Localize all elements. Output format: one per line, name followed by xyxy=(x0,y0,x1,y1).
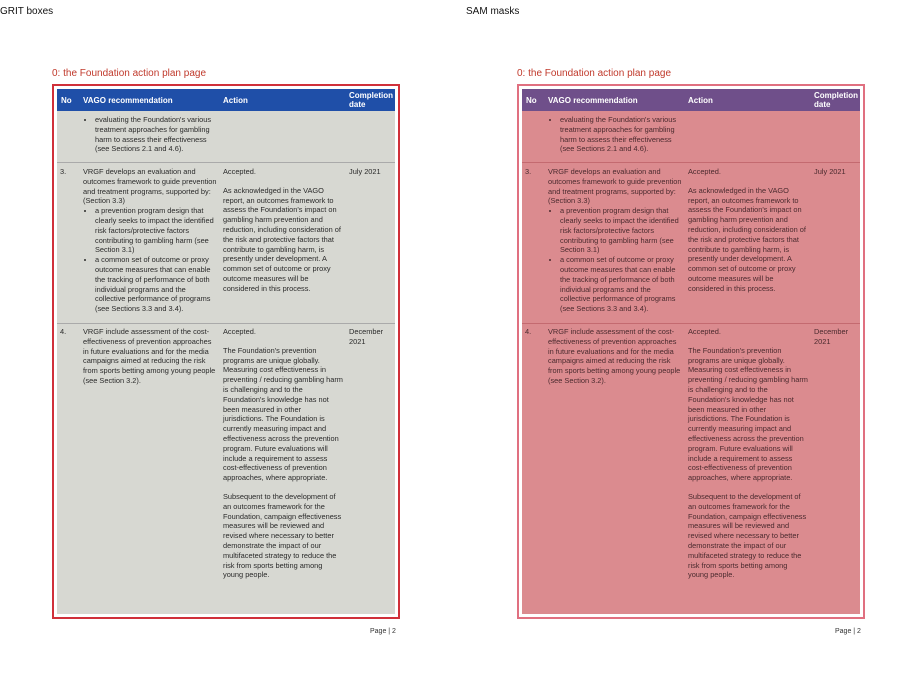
row0-bullet: • evaluating the Foundation's various treatment approaches for gambling harm to assess their effectiveness (see Sections 2.1 and 4.6). xyxy=(95,115,217,154)
row3-recommendation xyxy=(83,167,217,314)
sam-box-caption: 0: the Foundation action plan page xyxy=(517,68,672,79)
row3-action-text: As acknowledged in the VAGO report, an outcomes framework to assess the Foundation's impact on gambling harm prevention and reduction, including consideration of the risk and protective factors that contribute to gambling harm, is presently under development. A common set of outcome or proxy outcome measures will be considered in this process. xyxy=(688,185,806,293)
row-divider xyxy=(522,323,860,324)
row3-bullet-1: • a prevention program design that clearly seeks to impact the identified risk factors/protective factors contributing to gambling harm (see Section 3.1) xyxy=(95,206,217,255)
row0-bullet: • evaluating the Foundation's various treatment approaches for gambling harm to assess their effectiveness (see Sections 2.1 and 4.6). xyxy=(560,115,682,154)
row4-action xyxy=(688,327,808,580)
row3-bullet-1: • a prevention program design that clearly seeks to impact the identified risk factors/protective factors contributing to gambling harm (see Section 3.1) xyxy=(560,206,682,255)
row4-action-text-2: Subsequent to the development of an outcomes framework for the Foundation, campaign effectiveness measures will be reviewed and revised where necessary to better demonstrate the impact of our multifaceted strategy to reduce the risk from sports betting among young people. xyxy=(223,491,342,580)
header-no: No xyxy=(61,96,72,105)
row3-date: July 2021 xyxy=(349,167,381,176)
sam-panel-title: SAM masks xyxy=(466,6,520,17)
sam-mask xyxy=(517,84,865,619)
row3-bullet-2: • a common set of outcome or proxy outcome measures that can enable the tracking of performance of both individual programs and the collective performance of programs (see Sections 3.3 and 3.4). xyxy=(95,255,217,314)
row3-date: July 2021 xyxy=(814,167,846,176)
page-number: Page | 2 xyxy=(370,628,396,635)
row3-rec-intro: VRGF develops an evaluation and outcomes framework to guide prevention and treatment programs, supported by: (Section 3.3) xyxy=(548,167,682,206)
row4-recommendation: VRGF include assessment of the cost-effectiveness of prevention approaches in future evaluations and for the media campaigns aimed at reducing the risk from sports betting among young people (see Section 3.2). xyxy=(548,327,681,385)
header-completion-date: Completion date xyxy=(814,91,858,109)
row3-action xyxy=(688,167,808,294)
row3-number: 3. xyxy=(525,167,532,176)
row3-number: 3. xyxy=(60,167,67,176)
table-header xyxy=(57,89,395,111)
row3-action-accepted: Accepted. xyxy=(223,167,256,176)
header-action: Action xyxy=(223,96,248,105)
row4-number: 4. xyxy=(525,327,532,336)
row4-action-text: The Foundation's prevention programs are unique globally. Measuring cost effectiveness in preventing / reducing gambling harm is challenging and to the Foundation's knowledge has not been measured in other jurisdictions. The Foundation is currently measuring impact and effectiveness across the prevention program. Future evaluations will include a requirement to assess cost-effectiveness of prevention approaches, where appropriate. xyxy=(688,345,808,483)
row4-recommendation: VRGF include assessment of the cost-effectiveness of prevention approaches in future evaluations and for the media campaigns aimed at reducing the risk from sports betting among young people (see Section 3.2). xyxy=(83,327,216,385)
page-number: Page | 2 xyxy=(835,628,861,635)
header-completion-date: Completion date xyxy=(349,91,393,109)
row-divider xyxy=(522,162,860,163)
grit-panel-title: GRIT boxes xyxy=(0,6,54,17)
row3-action xyxy=(223,167,343,294)
row4-number: 4. xyxy=(60,327,67,336)
header-action: Action xyxy=(688,96,713,105)
row0-recommendation xyxy=(83,115,217,154)
row3-action-accepted: Accepted. xyxy=(688,167,721,176)
row4-action-accepted: Accepted. xyxy=(688,327,721,336)
row0-recommendation xyxy=(548,115,682,154)
grit-bounding-box xyxy=(52,84,400,619)
row3-recommendation xyxy=(548,167,682,314)
header-vago-recommendation: VAGO recommendation xyxy=(83,96,173,105)
row3-action-text: As acknowledged in the VAGO report, an outcomes framework to assess the Foundation's impact on gambling harm prevention and reduction, including consideration of the risk and protective factors that contribute to gambling harm, is presently under development. A common set of outcome or proxy outcome measures will be considered in this process. xyxy=(223,185,341,293)
grit-box-caption: 0: the Foundation action plan page xyxy=(52,68,207,79)
row4-action xyxy=(223,327,343,580)
document-page xyxy=(57,89,395,614)
header-no: No xyxy=(526,96,537,105)
table-header xyxy=(522,89,860,111)
row3-bullet-2: • a common set of outcome or proxy outcome measures that can enable the tracking of performance of both individual programs and the collective performance of programs (see Sections 3.3 and 3.4). xyxy=(560,255,682,314)
document-page xyxy=(522,89,860,614)
row4-action-accepted: Accepted. xyxy=(223,327,256,336)
header-vago-recommendation: VAGO recommendation xyxy=(548,96,638,105)
row-divider xyxy=(57,323,395,324)
row4-date: December 2021 xyxy=(814,327,849,346)
row4-action-text: The Foundation's prevention programs are unique globally. Measuring cost effectiveness in preventing / reducing gambling harm is challenging and to the Foundation's knowledge has not been measured in other jurisdictions. The Foundation is currently measuring impact and effectiveness across the prevention program. Future evaluations will include a requirement to assess cost-effectiveness of prevention approaches, where appropriate. xyxy=(223,345,343,483)
row-divider xyxy=(57,162,395,163)
row4-action-text-2: Subsequent to the development of an outcomes framework for the Foundation, campaign effectiveness measures will be reviewed and revised where necessary to better demonstrate the impact of our multifaceted strategy to reduce the risk from sports betting among young people. xyxy=(688,491,807,580)
row4-date: December 2021 xyxy=(349,327,384,346)
row3-rec-intro: VRGF develops an evaluation and outcomes framework to guide prevention and treatment programs, supported by: (Section 3.3) xyxy=(83,167,217,206)
